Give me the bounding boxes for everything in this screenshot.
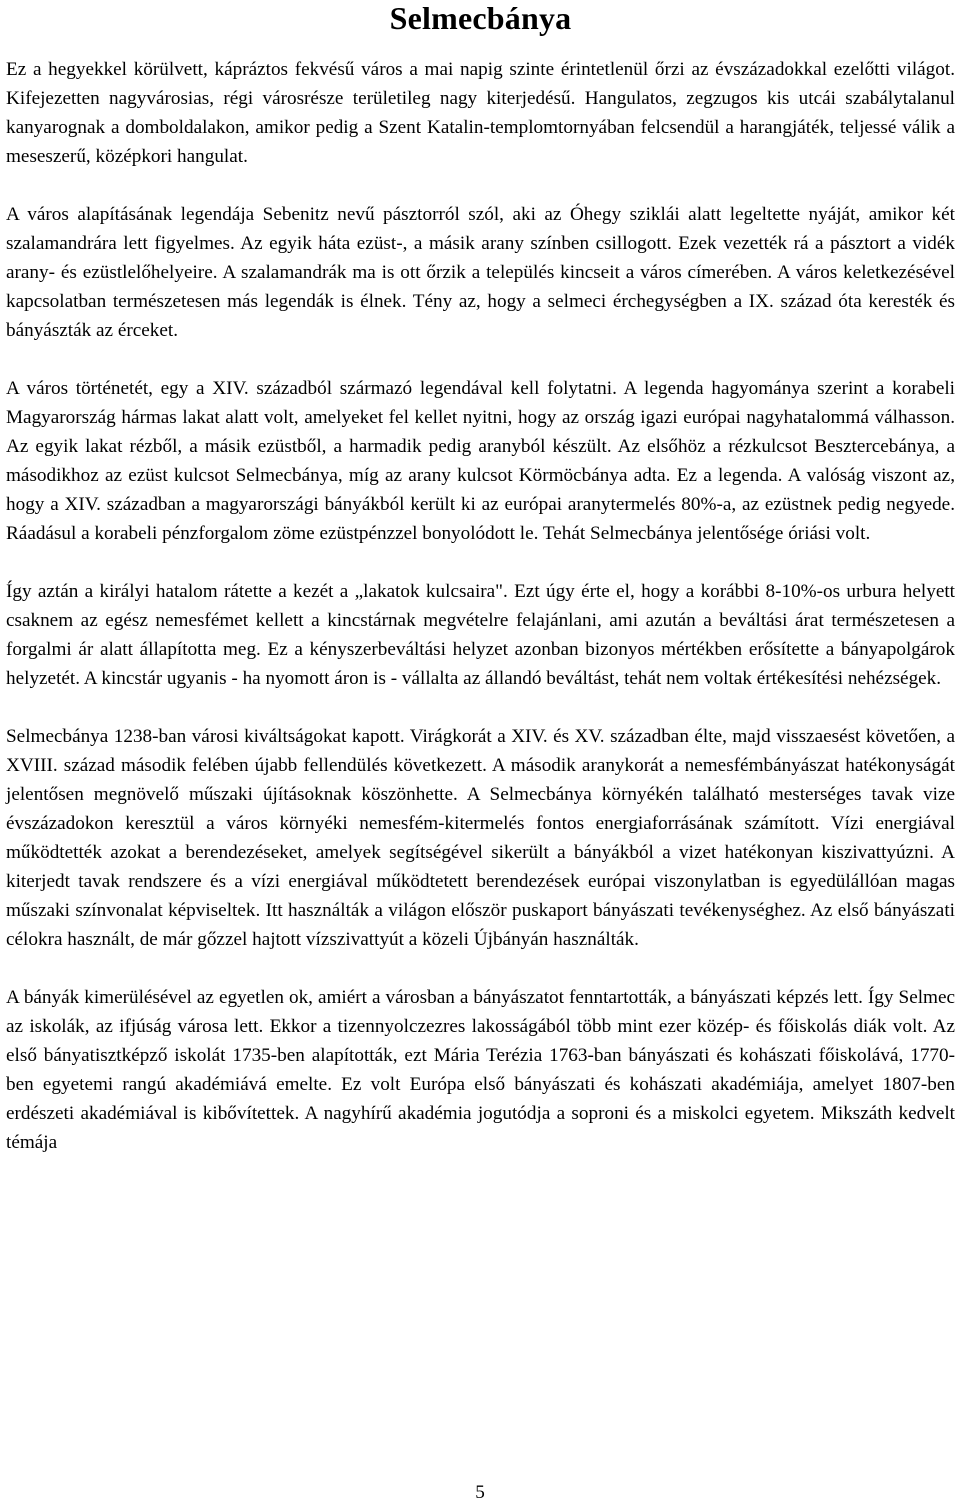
paragraph-founding-legend: A város alapításának legendája Sebenitz nevű pásztorról szól, aki az Óhegy sziklái alatt legeltette nyáját, amikor két szalamandrára lett figyelmes. Az egyik háta ezüst-, a másik arany színben csillogott. Ezek vezették rá a pásztort a vidék arany- és ezüstlelőhelyeire. A szalamandrák ma is ott őrzik a település kincseit a város címerében. A város keletkezésével kapcsolatban természetesen más legendák is élnek. Tény az, hogy a selmeci érchegységben a IX. század óta keresték és bányászták az érceket. bbox=[6, 204, 955, 341]
document-page bbox=[6, 0, 955, 1157]
paragraph-royal-power: Így aztán a királyi hatalom rátette a kezét a „lakatok kulcsaira". Ezt úgy érte el, hogy a korábbi 8-10%-os urbura helyett csaknem az egész nemesfémet kellett a kincstárnak megvételre felajánlani, ami azután a beváltási árat természetesen a forgalmi ár alatt állapította meg. Ez a kényszerbeváltási helyzet azonban bizonyos mértékben erősítette a bányapolgárok helyzetét. A kincstár ugyanis - ha nyomott áron is - vállalta az állandó beváltást, tehát nem voltak értékesítési nehézségek. bbox=[6, 581, 955, 689]
paragraph-spacer bbox=[6, 171, 955, 200]
paragraph-city-history: Selmecbánya 1238-ban városi kiváltságokat kapott. Virágkorát a XIV. és XV. században élte, majd visszaesést követően, a XVIII. század második felében újabb fellendülés következett. A második aranykorát a nemesfémbányászat hatékonyságát jelentősen megnövelő műszaki újításoknak köszönhette. A Selmecbánya környékén található mesterséges tavak vize évszázadokon keresztül a város környéki nemesfém-kitermelés fontos energiaforrásának számított. Vízi energiával működtették azokat a berendezéseket, amelyek segítségével sikerült a bányákból a vizet hatékonyan kiszivattyúzni. A kiterjedt tavak rendszere és a vízi energiával működtetett berendezések európai viszonylatban is egyedülállóan magas műszaki színvonalat képviseltek. Itt használták a világon először puskaport bányászati tevékenységhez. Az első bányászati célokra használt, de már gőzzel hajtott vízszivattyút a közeli Újbányán használták. bbox=[6, 726, 955, 950]
paragraph-spacer bbox=[6, 693, 955, 722]
paragraph-spacer bbox=[6, 548, 955, 577]
document-title: Selmecbánya bbox=[389, 0, 572, 36]
paragraph-intro: Ez a hegyekkel körülvett, kápráztos fekvésű város a mai napig szinte érintetlenül őrzi az évszázadokkal ezelőtti világot. Kifejezetten nagyvárosias, régi városrésze területileg nagy kiterjedésű. Hangulatos, zegzugos kis utcái szabálytalanul kanyarognak a domboldalakon, amikor pedig a Szent Katalin-templomtornyában felcsendül a harangjáték, teljessé válik a meseszerű, középkori hangulat. bbox=[6, 59, 955, 167]
paragraph-three-locks-legend: A város történetét, egy a XIV. századból származó legendával kell folytatni. A legenda hagyománya szerint a korabeli Magyarország hármas lakat alatt volt, amelyeket fel kellet nyitni, hogy az ország igazi európai nagyhatalommá válhasson. Az egyik lakat rézből, a másik ezüstből, a harmadik pedig aranyból készült. Az elsőhöz a rézkulcsot Besztercebánya, a másodikhoz az ezüst kulcsot Selmecbánya, míg az arany kulcsot Körmöcbánya adta. Ez a legenda. A valóság viszont az, hogy a XIV. században a magyarországi bányákból került ki az európai aranytermelés 80%-a, az ezüstnek pedig negyede. Ráadásul a korabeli pénzforgalom zöme ezüstpénzzel bonyolódott le. Tehát Selmecbánya jelentősége óriási volt. bbox=[6, 378, 955, 544]
paragraph-spacer bbox=[6, 345, 955, 374]
paragraph-mining-academy: A bányák kimerülésével az egyetlen ok, amiért a városban a bányászatot fenntartották, a bányászati képzés lett. Így Selmec az iskolák, az ifjúság városa lett. Ekkor a tizennyolczezres lakosságából több mint ezer közép- és főiskolás diák volt. Az első bányatisztképző iskolát 1735-ben alapították, ezt Mária Terézia 1763-ban bányászati és kohászati főiskolává, 1770-ben egyetemi rangú akadémiává emelte. Ez volt Európa első bányászati és kohászati akadémiája, amelyet 1807-ben erdészeti akadémiával is kibővítettek. A nagyhírű akadémia jogutódja a soproni és a miskolci egyetem. Mikszáth kedvelt témája bbox=[6, 987, 955, 1153]
paragraph-spacer bbox=[6, 954, 955, 983]
page-number: 5 bbox=[475, 1482, 485, 1503]
